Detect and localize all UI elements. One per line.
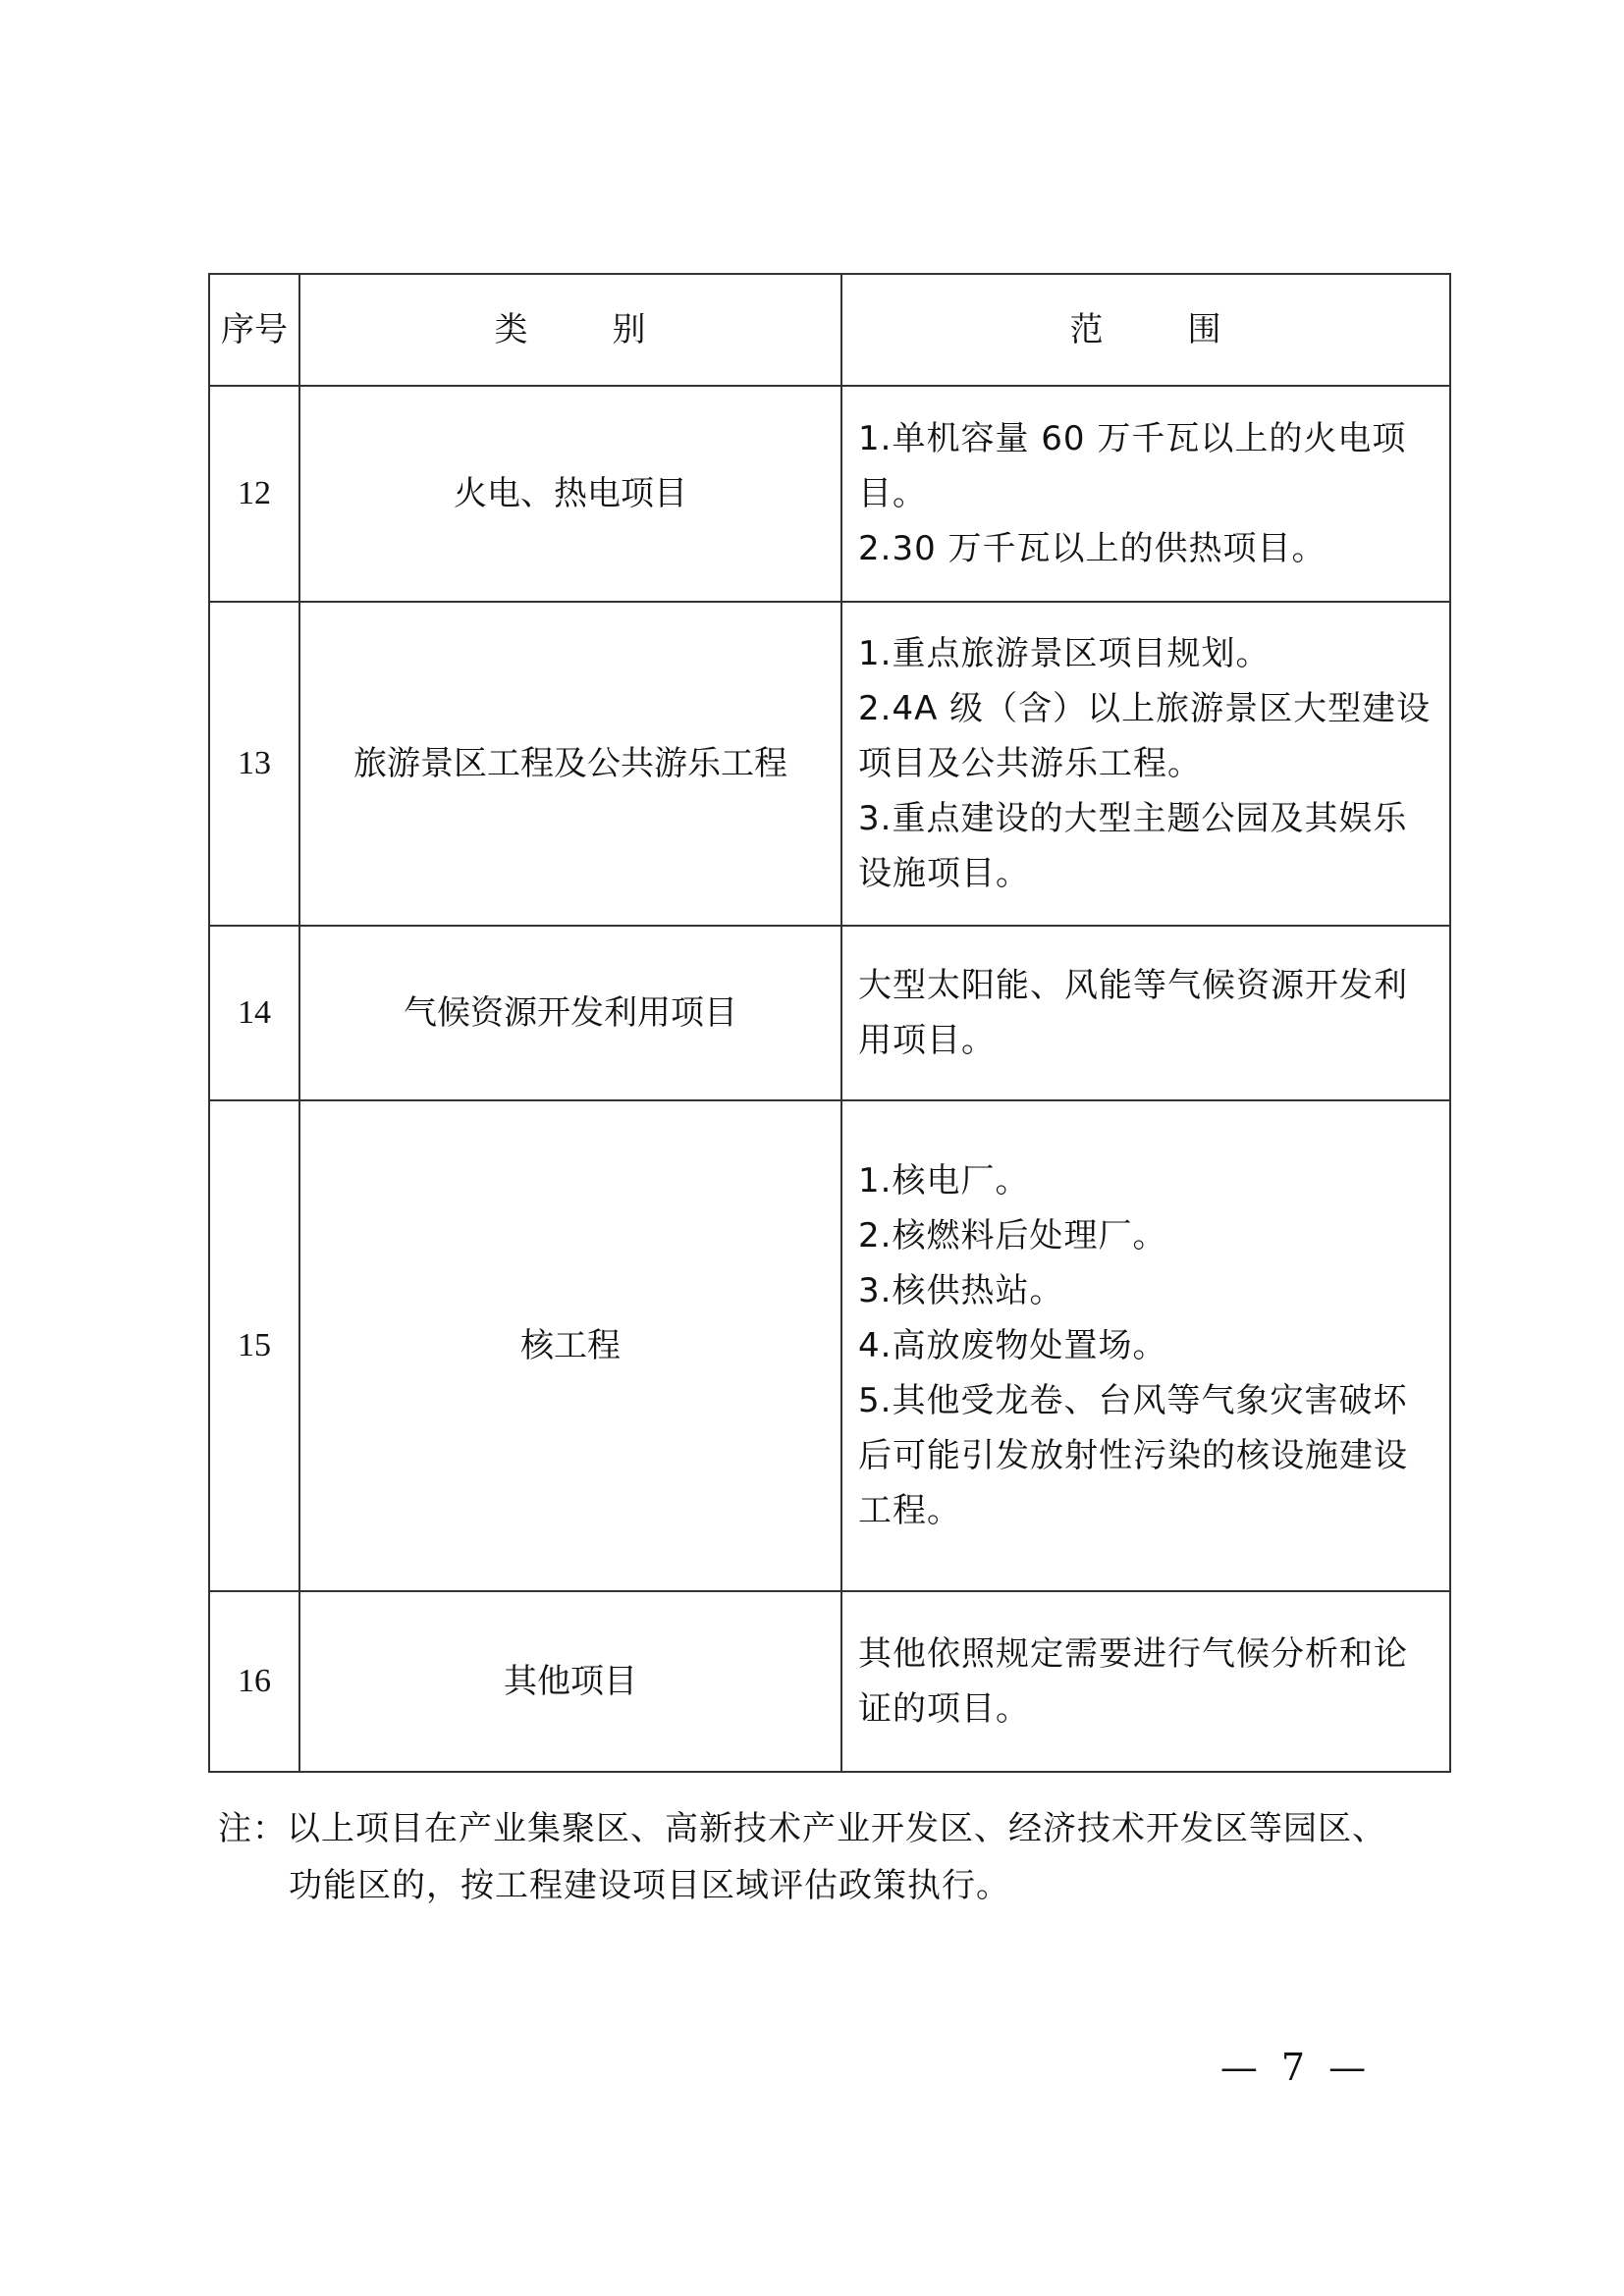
- row-scope: [841, 1100, 1450, 1591]
- scope-item: 3.核供热站。: [858, 1271, 1064, 1310]
- row-number: 13: [209, 602, 299, 926]
- scope-item: 1.核电厂。: [858, 1161, 1030, 1201]
- table-row: [209, 1591, 1450, 1772]
- table-row: [209, 386, 1450, 602]
- scope-item: 2.30 万千瓦以上的供热项目。: [858, 529, 1326, 568]
- table-row: [209, 602, 1450, 926]
- scope-item: 其他依照规定需要进行气候分析和论证的项目。: [858, 1634, 1408, 1729]
- table-row: [209, 926, 1450, 1100]
- row-category: 核工程: [299, 1100, 841, 1591]
- table-note: [218, 1800, 1455, 1914]
- table-row: [209, 1100, 1450, 1591]
- scope-item: 2.核燃料后处理厂。: [858, 1216, 1167, 1255]
- table-header-row: [209, 274, 1450, 386]
- row-number: 16: [209, 1591, 299, 1772]
- page-number: — 7 —: [1219, 2046, 1373, 2089]
- scope-item: 3.重点建设的大型主题公园及其娱乐设施项目。: [858, 799, 1408, 893]
- header-category: 类 别: [299, 274, 841, 386]
- row-number: 12: [209, 386, 299, 602]
- header-scope: 范 围: [841, 274, 1450, 386]
- scope-item: 1.重点旅游景区项目规划。: [858, 634, 1271, 673]
- note-line-2: 功能区的，按工程建设项目区域评估政策执行。: [289, 1866, 1010, 1905]
- scope-item: 1.单机容量 60 万千瓦以上的火电项目。: [858, 419, 1407, 513]
- row-scope: [841, 602, 1450, 926]
- scope-table: [208, 273, 1451, 1773]
- row-scope: [841, 926, 1450, 1100]
- scope-item: 大型太阳能、风能等气候资源开发利用项目。: [858, 966, 1408, 1060]
- note-line-1: 注：以上项目在产业集聚区、高新技术产业开发区、经济技术开发区等园区、: [218, 1809, 1386, 1848]
- row-scope: [841, 1591, 1450, 1772]
- header-serial: 序号: [209, 274, 299, 386]
- row-number: 15: [209, 1100, 299, 1591]
- row-category: 其他项目: [299, 1591, 841, 1772]
- row-scope: [841, 386, 1450, 602]
- scope-item: 4.高放废物处置场。: [858, 1326, 1167, 1365]
- row-category: 旅游景区工程及公共游乐工程: [299, 602, 841, 926]
- scope-item: 2.4A 级（含）以上旅游景区大型建设项目及公共游乐工程。: [858, 689, 1432, 783]
- scope-item: 5.其他受龙卷、台风等气象灾害破坏后可能引发放射性污染的核设施建设工程。: [858, 1381, 1408, 1530]
- row-category: 气候资源开发利用项目: [299, 926, 841, 1100]
- row-category: 火电、热电项目: [299, 386, 841, 602]
- row-number: 14: [209, 926, 299, 1100]
